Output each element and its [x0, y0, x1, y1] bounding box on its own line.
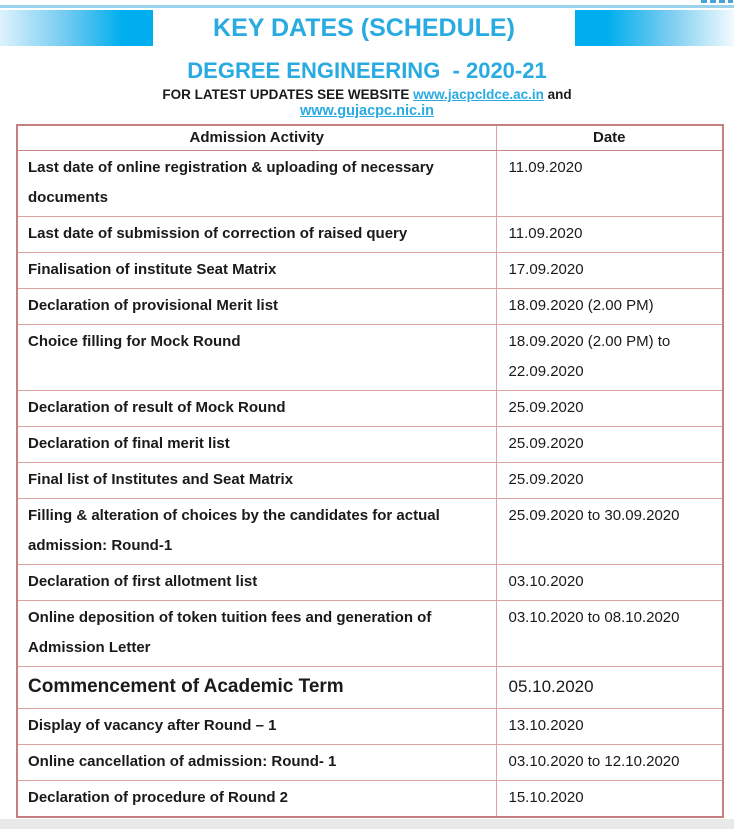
table-row	[17, 463, 723, 499]
date-cell: 13.10.2020	[496, 709, 723, 745]
website-note-prefix: FOR LATEST UPDATES SEE WEBSITE	[162, 87, 414, 102]
activity-cell: Finalisation of institute Seat Matrix	[17, 253, 496, 289]
table-row	[17, 391, 723, 427]
date-cell: 05.10.2020	[496, 667, 723, 709]
website-note-conjunction: and	[543, 87, 572, 102]
activity-cell: Declaration of first allotment list	[17, 565, 496, 601]
activity-cell: Last date of online registration & uploading of necessary documents	[17, 151, 496, 217]
title-banner	[0, 10, 734, 46]
page-bottom-band	[0, 819, 734, 829]
activity-cell: Online deposition of token tuition fees and generation of Admission Letter	[17, 601, 496, 667]
activity-cell: Commencement of Academic Term	[17, 667, 496, 709]
website-link-line	[0, 103, 734, 119]
schedule-table-body	[17, 151, 723, 818]
table-header-activity: Admission Activity	[17, 125, 496, 151]
activity-cell: Declaration of result of Mock Round	[17, 391, 496, 427]
table-row	[17, 781, 723, 818]
date-cell: 18.09.2020 (2.00 PM)	[496, 289, 723, 325]
table-row	[17, 601, 723, 667]
date-cell: 25.09.2020	[496, 391, 723, 427]
table-row	[17, 667, 723, 709]
date-cell: 11.09.2020	[496, 151, 723, 217]
cutoff-text-artifact	[701, 0, 733, 3]
table-row	[17, 427, 723, 463]
date-cell: 25.09.2020	[496, 463, 723, 499]
activity-cell: Final list of Institutes and Seat Matrix	[17, 463, 496, 499]
date-cell: 25.09.2020	[496, 427, 723, 463]
table-row	[17, 325, 723, 391]
subtitle: DEGREE ENGINEERING - 2020-21	[187, 58, 547, 83]
date-cell: 15.10.2020	[496, 781, 723, 818]
activity-cell: Last date of submission of correction of raised query	[17, 217, 496, 253]
activity-cell: Declaration of provisional Merit list	[17, 289, 496, 325]
table-header-row	[17, 125, 723, 151]
table-row	[17, 499, 723, 565]
activity-cell: Filling & alteration of choices by the candidates for actual admission: Round-1	[17, 499, 496, 565]
page-title: KEY DATES (SCHEDULE)	[213, 13, 515, 42]
table-row	[17, 253, 723, 289]
banner-right-bar	[575, 10, 734, 46]
table-row	[17, 565, 723, 601]
table-row	[17, 745, 723, 781]
date-cell: 03.10.2020	[496, 565, 723, 601]
link-gujacpc[interactable]: www.gujacpc.nic.in	[299, 103, 434, 119]
date-cell: 17.09.2020	[496, 253, 723, 289]
date-cell: 03.10.2020 to 08.10.2020	[496, 601, 723, 667]
top-divider-line	[0, 5, 734, 8]
link-jacpcldce[interactable]: www.jacpcldce.ac.in	[413, 87, 544, 102]
activity-cell: Declaration of procedure of Round 2	[17, 781, 496, 818]
table-row	[17, 151, 723, 217]
table-row	[17, 217, 723, 253]
schedule-table	[16, 124, 724, 818]
activity-cell: Online cancellation of admission: Round- 1	[17, 745, 496, 781]
table-row	[17, 289, 723, 325]
date-cell: 11.09.2020	[496, 217, 723, 253]
website-note	[0, 87, 734, 102]
table-header-date: Date	[496, 125, 723, 151]
activity-cell: Declaration of final merit list	[17, 427, 496, 463]
table-row	[17, 709, 723, 745]
banner-left-bar	[0, 10, 153, 46]
activity-cell: Choice filling for Mock Round	[17, 325, 496, 391]
date-cell: 18.09.2020 (2.00 PM) to 22.09.2020	[496, 325, 723, 391]
date-cell: 25.09.2020 to 30.09.2020	[496, 499, 723, 565]
date-cell: 03.10.2020 to 12.10.2020	[496, 745, 723, 781]
activity-cell: Display of vacancy after Round – 1	[17, 709, 496, 745]
